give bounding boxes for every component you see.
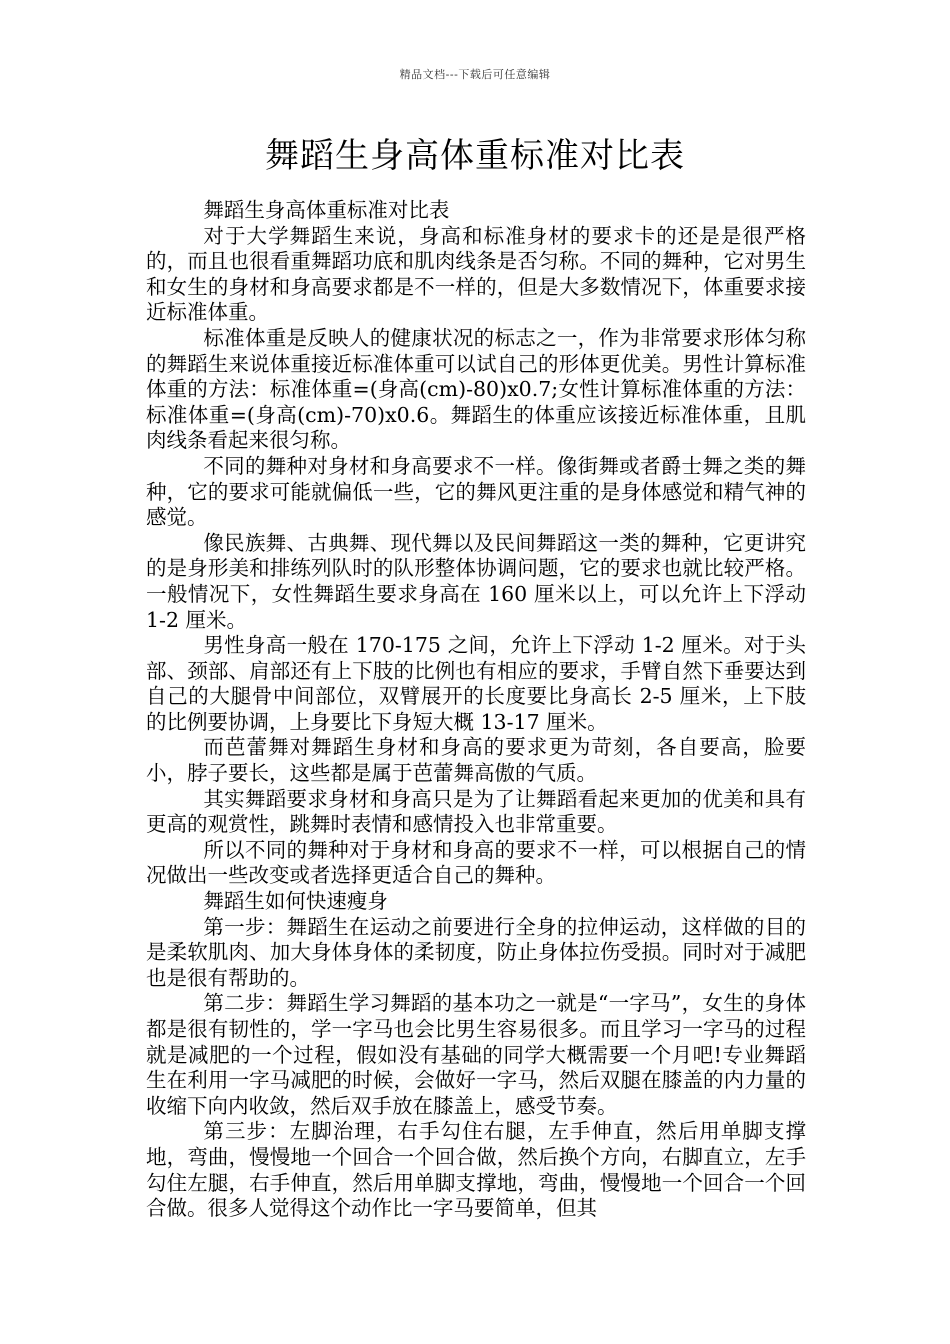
- paragraph: 不同的舞种对身材和身高要求不一样。像街舞或者爵士舞之类的舞种，它的要求可能就偏低一些，它的舞风更注重的是身体感觉和精气神的感觉。: [146, 453, 806, 530]
- paragraph: 第二步：舞蹈生学习舞蹈的基本功之一就是“一字马”，女生的身体都是很有韧性的，学一字马也会比男生容易很多。而且学习一字马的过程就是减肥的一个过程，假如没有基础的同学大概需要一个月吧!专业舞蹈生在利用一字马减肥的时候，会做好一字马，然后双腿在膝盖的内力量的收缩下向内收敛，然后双手放在膝盖上，感受节奏。: [146, 991, 806, 1118]
- paragraph: 第一步：舞蹈生在运动之前要进行全身的拉伸运动，这样做的目的是柔软肌肉、加大身体身体的柔韧度，防止身体拉伤受损。同时对于减肥也是很有帮助的。: [146, 914, 806, 990]
- section-heading: 舞蹈生如何快速瘦身: [203, 889, 388, 914]
- paragraph: 第三步：左脚治理，右手勾住右腿，左手伸直，然后用单脚支撑地，弯曲，慢慢地一个回合一个回合做，然后换个方向，右脚直立，左手勾住左腿，右手伸直，然后用单脚支撑地，弯曲，慢慢地一个回合一个回合做。很多人觉得这个动作比一字马要简单，但其: [146, 1119, 806, 1221]
- paragraph: 对于大学舞蹈生来说，身高和标准身材的要求卡的还是是很严格的，而且也很看重舞蹈功底和肌肉线条是否匀称。不同的舞种，它对男生和女生的身材和身高要求都是不一样的，但是大多数情况下，体重要求接近标准体重。: [146, 223, 806, 325]
- document-body: [146, 198, 806, 1222]
- paragraph: 其实舞蹈要求身材和身高只是为了让舞蹈看起来更加的优美和具有更高的观赏性，跳舞时表情和感情投入也非常重要。: [146, 786, 806, 837]
- document-title: 舞蹈生身高体重标准对比表: [265, 136, 685, 176]
- paragraph: 所以不同的舞种对于身材和身高的要求不一样，可以根据自己的情况做出一些改变或者选择更适合自己的舞种。: [146, 837, 806, 888]
- paragraph: 像民族舞、古典舞、现代舞以及民间舞蹈这一类的舞种，它更讲究的是身形美和排练列队时的队形整体协调问题，它的要求也就比较严格。一般情况下，女性舞蹈生要求身高在 160 厘米以上，可以允许上下浮动 1-2 厘米。: [146, 530, 806, 632]
- paragraph: 男性身高一般在 170-175 之间，允许上下浮动 1-2 厘米。对于头部、颈部、肩部还有上下肢的比例也有相应的要求，手臂自然下垂要达到自己的大腿骨中间部位，双臂展开的长度要比身高长 2-5 厘米，上下肢的比例要协调，上身要比下身短大概 13-17 厘米。: [146, 633, 806, 734]
- paragraph: 而芭蕾舞对舞蹈生身材和身高的要求更为苛刻，各自要高，脸要小，脖子要长，这些都是属于芭蕾舞高傲的气质。: [146, 735, 806, 786]
- paragraph: 舞蹈生身高体重标准对比表: [203, 198, 450, 222]
- header-note: 精品文档---下载后可任意编辑: [399, 68, 551, 81]
- paragraph: 标准体重是反映人的健康状况的标志之一，作为非常要求形体匀称的舞蹈生来说体重接近标准体重可以试自己的形体更优美。男性计算标准体重的方法：标准体重=(身高(cm)-80)x0.7;女性计算标准体重的方法：标准体重=(身高(cm)-70)x0.6。舞蹈生的体重应该接近标准体重，且肌肉线条看起来很匀称。: [146, 325, 806, 453]
